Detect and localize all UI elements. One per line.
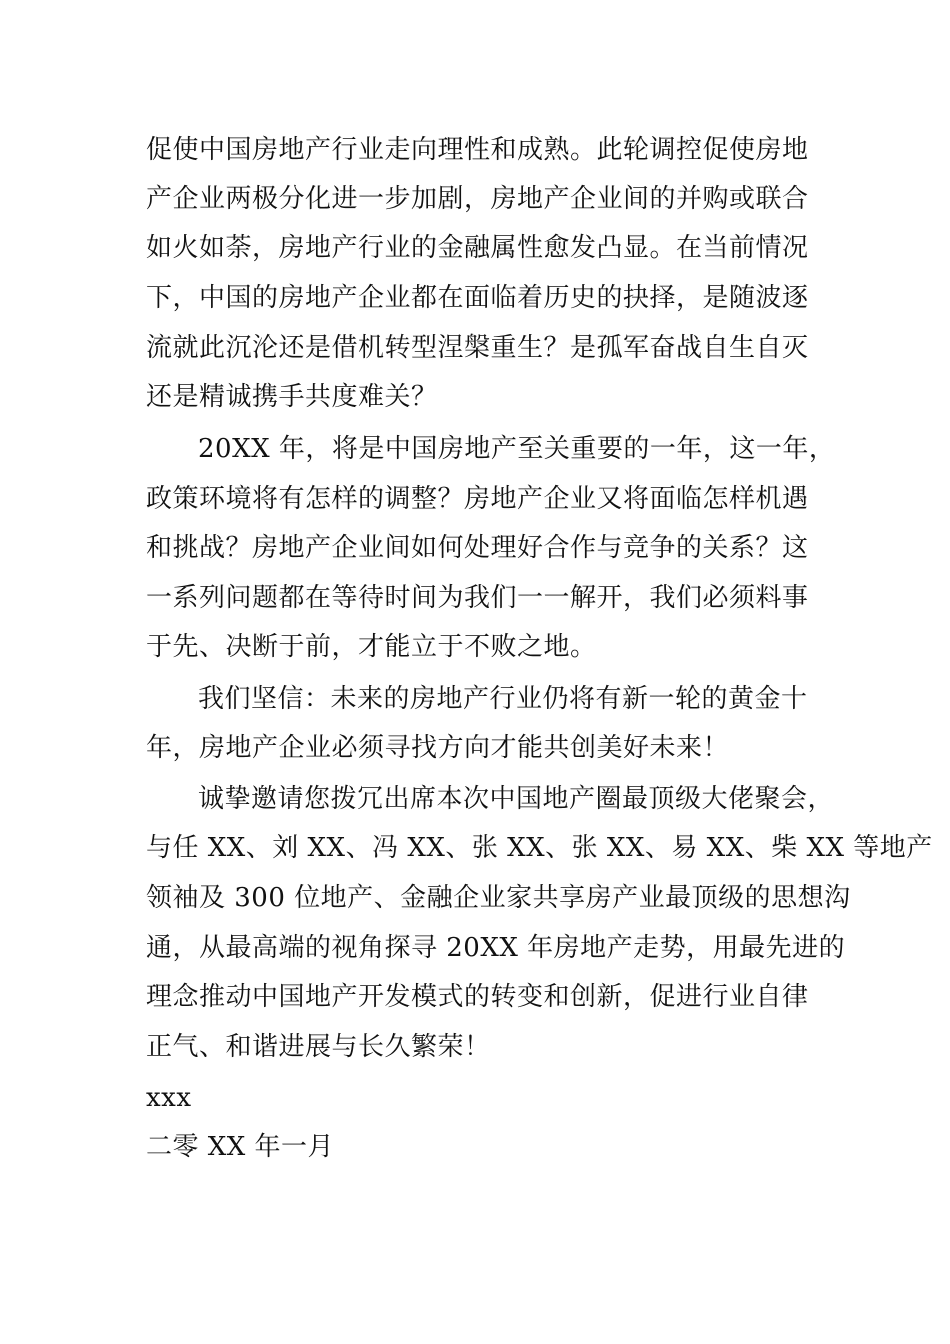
paragraph-line: 一系列问题都在等待时间为我们一一解开，我们必须料事 <box>146 583 809 613</box>
paragraph-line: 年，房地产企业必须寻找方向才能共创美好未来！ <box>146 733 730 763</box>
paragraph-line: 20XX 年，将是中国房地产至关重要的一年，这一年， <box>198 434 836 464</box>
paragraph-line: 流就此沉沦还是借机转型涅槃重生？是孤军奋战自生自灭 <box>146 333 809 363</box>
paragraph-line: 通，从最高端的视角探寻 20XX 年房地产走势，用最先进的 <box>146 933 846 963</box>
paragraph-line: 还是精诚携手共度难关？ <box>146 382 438 412</box>
paragraph-line: 理念推动中国地产开发模式的转变和创新，促进行业自律 <box>146 982 809 1012</box>
paragraph-line: 和挑战？房地产企业间如何处理好合作与竞争的关系？这 <box>146 533 809 563</box>
paragraph-line: 如火如荼，房地产行业的金融属性愈发凸显。在当前情况 <box>146 233 809 263</box>
paragraph-line: 与任 XX、刘 XX、冯 XX、张 XX、张 XX、易 XX、柴 XX 等地产 <box>146 833 933 863</box>
paragraph-line: 促使中国房地产行业走向理性和成熟。此轮调控促使房地 <box>146 135 809 165</box>
signature: xxx <box>146 1083 192 1113</box>
paragraph-line: 于先、决断于前，才能立于不败之地。 <box>146 632 597 662</box>
paragraph-line: 正气、和谐进展与长久繁荣！ <box>146 1032 491 1062</box>
paragraph-line: 产企业两极分化进一步加剧，房地产企业间的并购或联合 <box>146 184 809 214</box>
paragraph-line: 政策环境将有怎样的调整？房地产企业又将面临怎样机遇 <box>146 484 809 514</box>
paragraph-line: 下，中国的房地产企业都在面临着历史的抉择，是随波逐 <box>146 283 809 313</box>
date-line: 二零 XX 年一月 <box>146 1132 335 1162</box>
paragraph-line: 诚挚邀请您拨冗出席本次中国地产圈最顶级大佬聚会， <box>198 784 835 814</box>
paragraph-line: 我们坚信：未来的房地产行业仍将有新一轮的黄金十 <box>198 684 808 714</box>
paragraph-line: 领袖及 300 位地产、金融企业家共享房产业最顶级的思想沟 <box>146 883 851 913</box>
